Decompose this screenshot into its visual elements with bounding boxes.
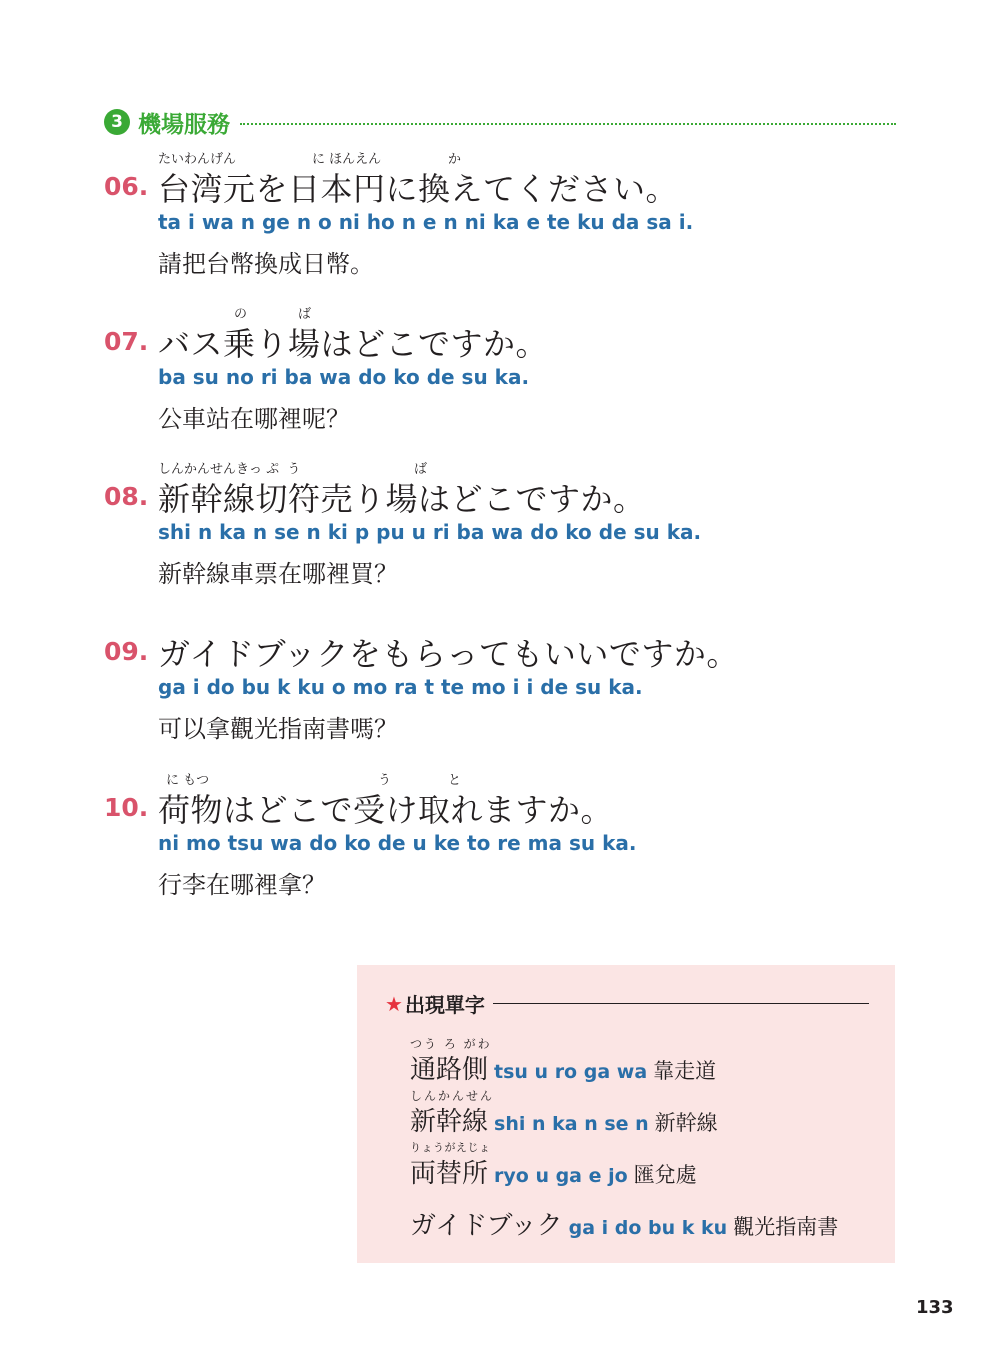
vocab-line (410, 1153, 697, 1190)
vocab-word: ガイドブック (410, 1211, 563, 1241)
vocab-furigana: しんかんせん (410, 1089, 495, 1103)
romaji-line: ta i wa n ge n o ni ho n e n ni ka e te ku da sa i. (158, 210, 694, 234)
japanese-phrase: 荷物はどこで受け取れますか。 (158, 791, 614, 829)
furigana: しんかんせんきっ ぷ う (158, 462, 301, 477)
chinese-translation: 請把台幣換成日幣。 (158, 250, 374, 278)
japanese-phrase: バス乗り場はどこですか。 (158, 325, 549, 363)
vocab-word: 通路側 (410, 1055, 489, 1085)
section-header (104, 104, 896, 140)
vocab-furigana: りょうがえじょ (410, 1141, 491, 1154)
phrase-number: 10. (104, 793, 149, 822)
section-title: 機場服務 (138, 111, 230, 138)
vocab-meaning: 觀光指南書 (733, 1215, 839, 1239)
furigana: ば (414, 462, 428, 477)
furigana: に もつ (166, 773, 210, 788)
section-number-badge: 3 (104, 109, 130, 135)
vocab-line (410, 1049, 716, 1086)
vocab-box (357, 965, 895, 1263)
vocab-word: 新幹線 (410, 1107, 489, 1137)
phrase-number: 07. (104, 327, 149, 356)
vocab-header (385, 989, 869, 1018)
furigana: たいわんげん (158, 152, 237, 167)
furigana-line (158, 769, 858, 788)
vocab-word: 両替所 (410, 1159, 489, 1189)
furigana-line (158, 303, 858, 322)
chinese-translation: 新幹線車票在哪裡買？ (158, 560, 398, 588)
phrase-number: 08. (104, 482, 149, 511)
romaji-line: ni mo tsu wa do ko de u ke to re ma su ka. (158, 831, 637, 855)
furigana-line (158, 148, 858, 167)
phrase-number: 06. (104, 172, 149, 201)
chinese-translation: 行李在哪裡拿？ (158, 871, 326, 899)
furigana: に ほんえん (312, 152, 382, 167)
vocab-meaning: 新幹線 (654, 1111, 718, 1135)
japanese-phrase: ガイドブックをもらってもいいですか。 (158, 635, 739, 673)
vocab-rule (493, 1003, 869, 1004)
vocab-meaning: 靠走道 (653, 1059, 717, 1083)
vocab-title: 出現單字 (404, 993, 485, 1017)
star-icon: ★ (385, 991, 403, 1016)
vocab-line (410, 1101, 718, 1138)
romaji-line: shi n ka n se n ki p pu u ri ba wa do ko de su ka. (158, 520, 702, 544)
vocab-line (410, 1205, 838, 1242)
chinese-translation: 公車站在哪裡呢？ (158, 405, 350, 433)
furigana: う (378, 773, 392, 788)
vocab-meaning: 匯兌處 (633, 1163, 697, 1187)
furigana-line (158, 458, 858, 477)
furigana: か (448, 152, 462, 167)
romaji-line: ga i do bu k ku o mo ra t te mo i i de su ka. (158, 675, 643, 699)
japanese-phrase: 新幹線切符売り場はどこですか。 (158, 480, 646, 518)
chinese-translation: 可以拿觀光指南書嗎？ (158, 715, 398, 743)
vocab-romaji: ga i do bu k ku (568, 1217, 728, 1239)
page-number: 133 (916, 1297, 954, 1318)
phrase-number: 09. (104, 637, 149, 666)
japanese-phrase: 台湾元を日本円に換えてください。 (158, 170, 679, 208)
vocab-romaji: shi n ka n se n (494, 1113, 649, 1135)
vocab-romaji: tsu u ro ga wa (494, 1061, 648, 1083)
vocab-furigana: つう ろ がわ (410, 1037, 492, 1051)
vocab-romaji: ryo u ga e jo (494, 1165, 628, 1187)
furigana: と (448, 773, 462, 788)
furigana: ば (298, 307, 312, 322)
romaji-line: ba su no ri ba wa do ko de su ka. (158, 365, 530, 389)
furigana: の (234, 307, 248, 322)
section-dotted-rule (240, 123, 896, 125)
